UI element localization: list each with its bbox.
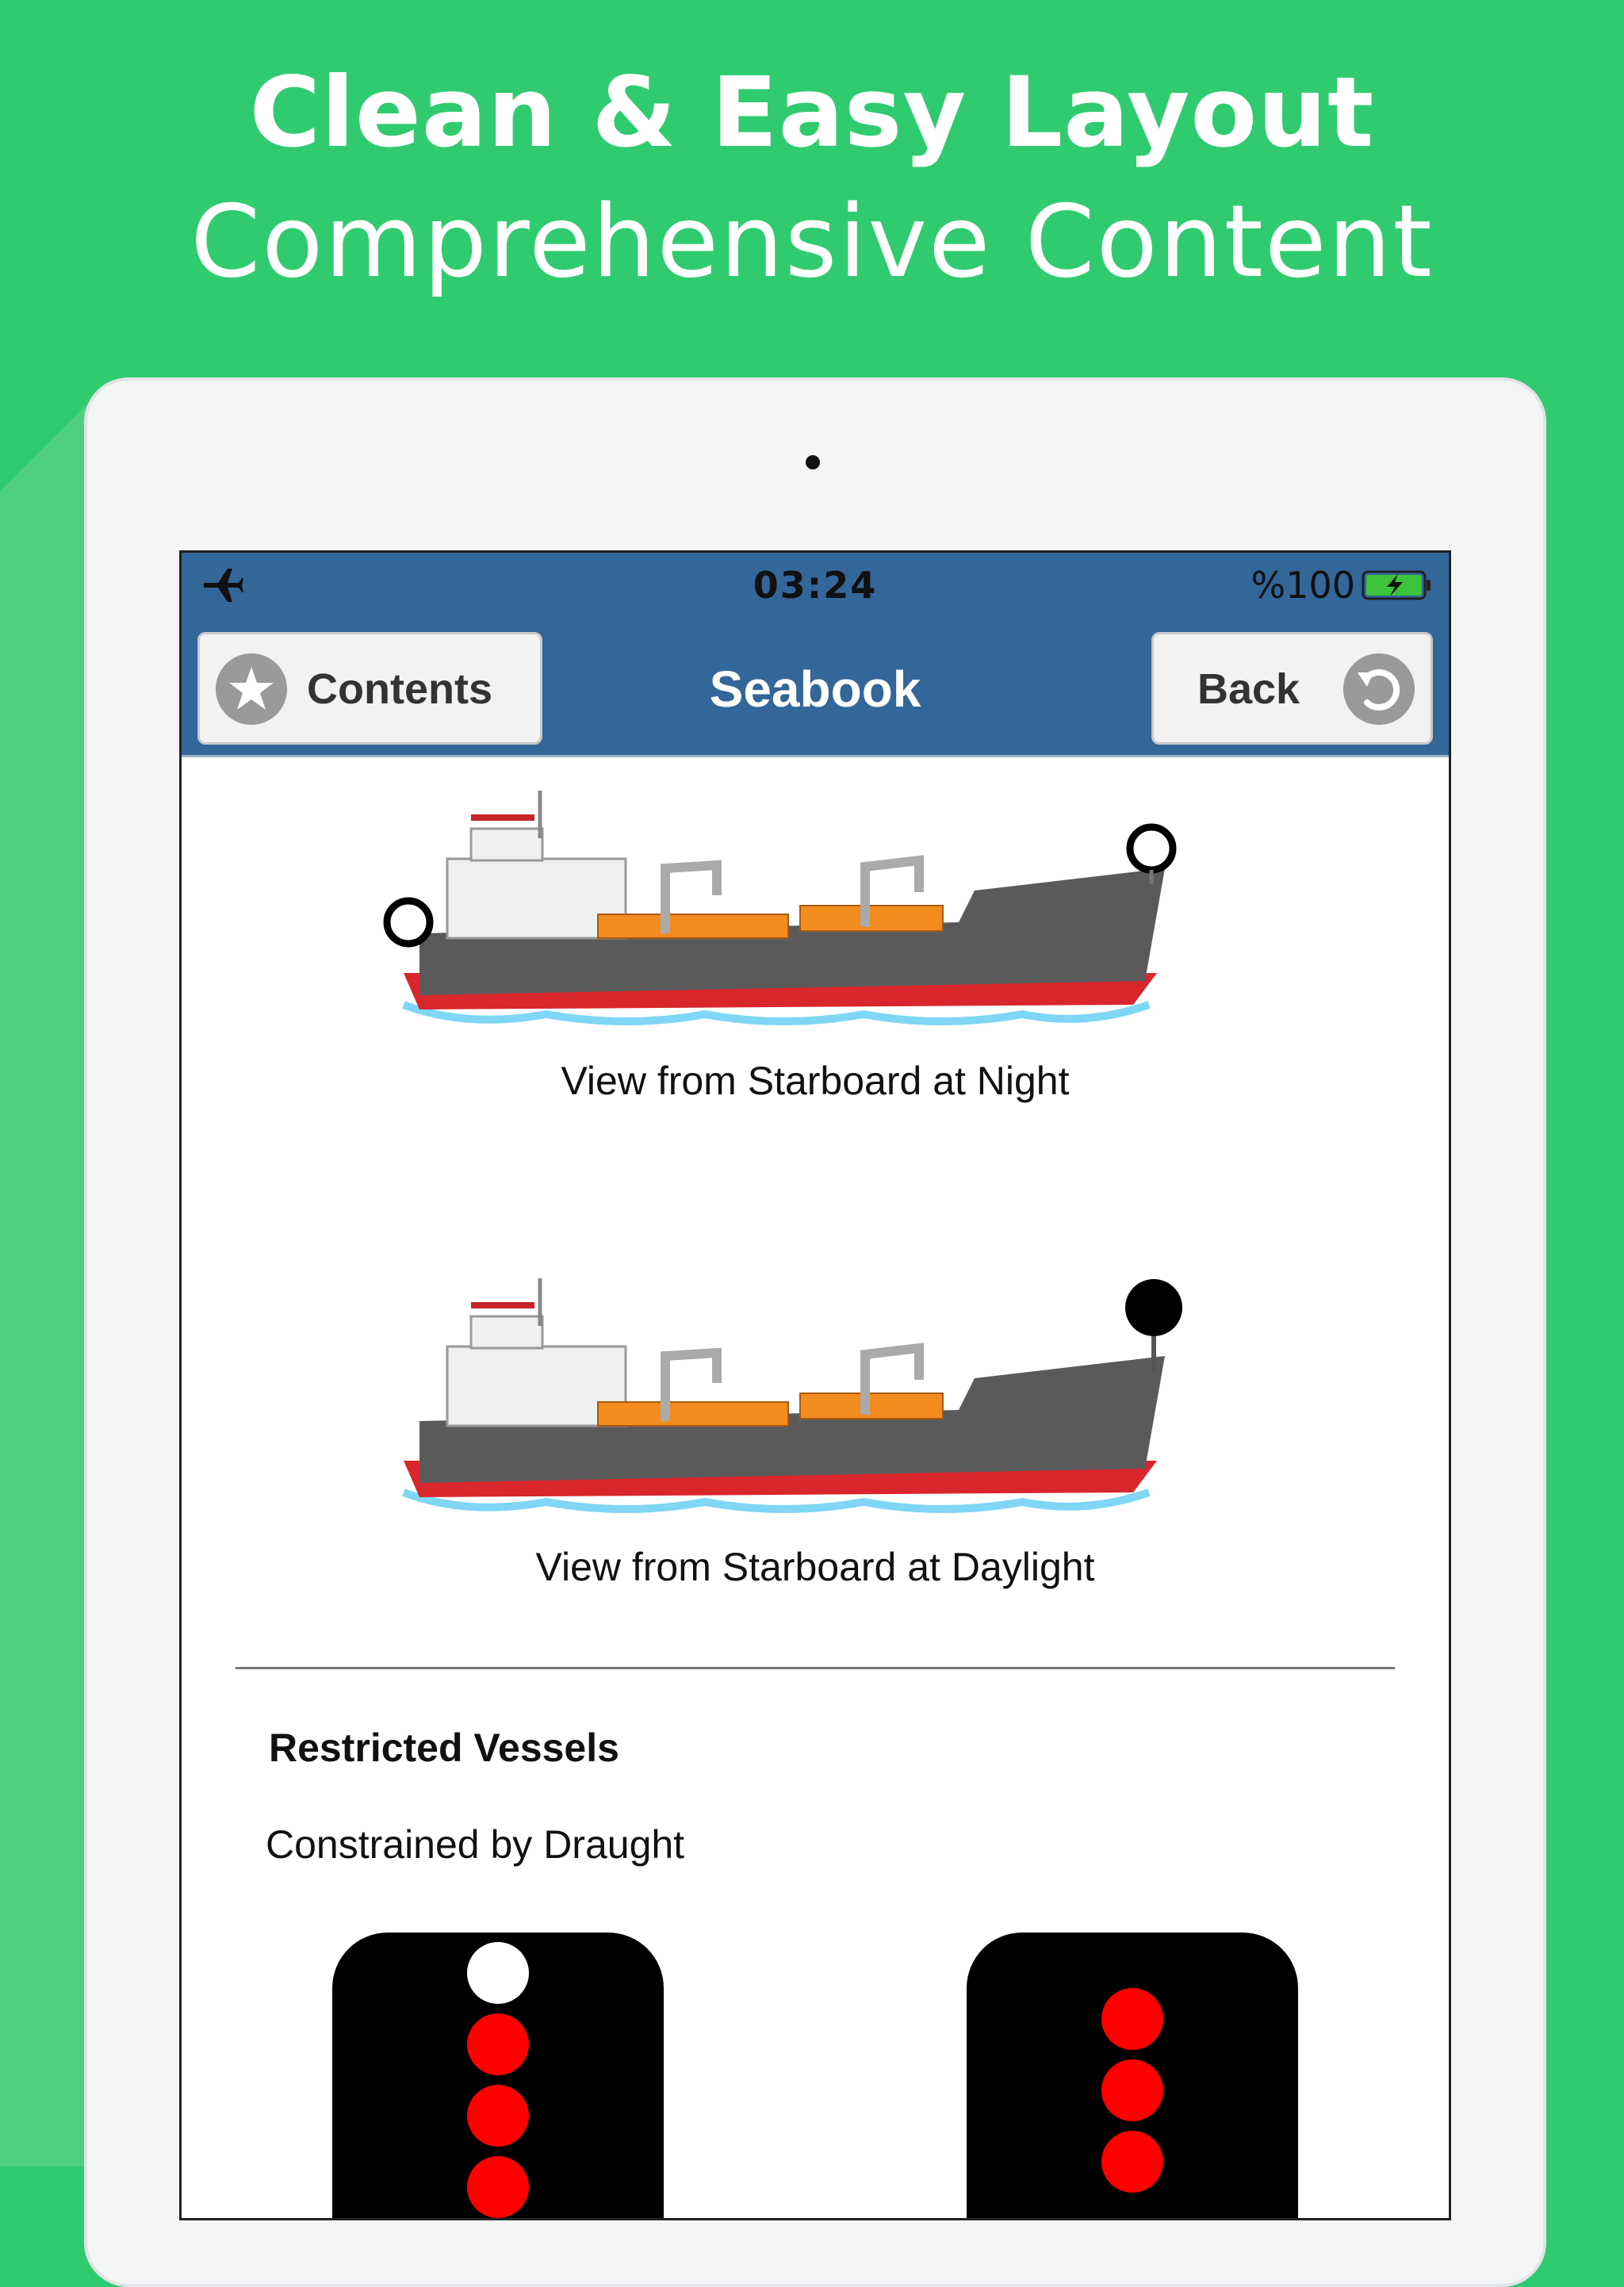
white-light bbox=[467, 1942, 529, 2004]
app-screen bbox=[179, 550, 1451, 2220]
red-light bbox=[467, 2013, 529, 2075]
battery-charging-icon bbox=[1362, 570, 1431, 600]
headline-line-1: Clean & Easy Layout bbox=[249, 56, 1375, 169]
red-light bbox=[467, 2156, 529, 2218]
ship-night-illustration bbox=[372, 791, 1252, 1052]
section-divider bbox=[236, 1667, 1395, 1669]
red-light bbox=[467, 2085, 529, 2147]
back-button-label: Back bbox=[1197, 665, 1300, 713]
navigation-bar bbox=[182, 616, 1449, 757]
battery-percent: %100 bbox=[1251, 564, 1355, 607]
back-arrow-icon bbox=[1343, 653, 1415, 725]
ship-daylight-illustration bbox=[372, 1266, 1252, 1528]
red-light bbox=[1101, 1988, 1163, 2050]
lights-panel-right bbox=[967, 1933, 1298, 2220]
headline bbox=[0, 48, 1624, 305]
headline-line-2: Comprehensive Content bbox=[190, 183, 1434, 300]
red-light bbox=[1101, 2059, 1163, 2121]
tablet-camera bbox=[806, 455, 820, 469]
ship-night-caption: View from Starboard at Night bbox=[561, 1059, 1070, 1103]
back-button[interactable] bbox=[1151, 632, 1433, 745]
status-bar bbox=[182, 553, 1449, 616]
page-title: Seabook bbox=[709, 661, 921, 718]
status-time: 03:24 bbox=[753, 564, 878, 607]
lights-panel-left bbox=[332, 1933, 664, 2220]
ship-daylight-caption: View from Starboard at Daylight bbox=[535, 1545, 1095, 1589]
red-light bbox=[1101, 2131, 1163, 2193]
section-title: Restricted Vessels bbox=[269, 1726, 619, 1770]
section-subtitle: Constrained by Draught bbox=[266, 1822, 685, 1867]
contents-button-label: Contents bbox=[307, 665, 492, 713]
